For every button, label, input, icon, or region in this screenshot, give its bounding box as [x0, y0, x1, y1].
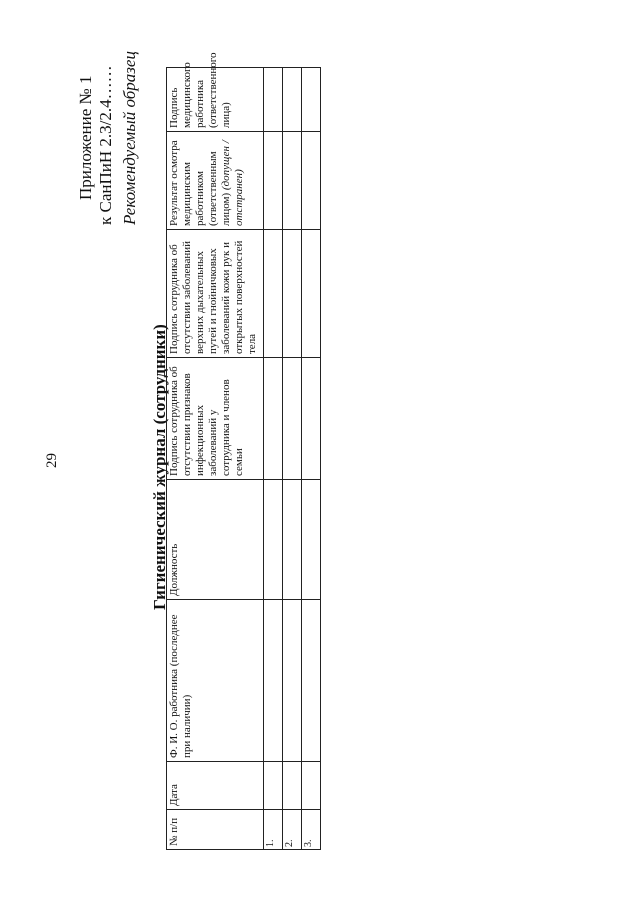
sign-no-infection-cell[interactable]: [283, 358, 302, 480]
sign-no-disease-cell[interactable]: [283, 230, 302, 358]
page-number: 29: [44, 453, 60, 468]
position-cell[interactable]: [302, 480, 321, 600]
position-cell[interactable]: [264, 480, 283, 600]
journal-table-wrapper: [166, 52, 321, 850]
col-header-fio: Ф. И. О. работника (последнее при наличии): [167, 600, 264, 762]
date-cell[interactable]: [283, 762, 302, 810]
col-header-position: Должность: [167, 480, 264, 600]
sign-no-disease-cell[interactable]: [302, 230, 321, 358]
col-header-date: Дата: [167, 762, 264, 810]
fio-cell[interactable]: [264, 600, 283, 762]
med-sign-cell[interactable]: [283, 68, 302, 132]
sign-no-disease-cell[interactable]: [264, 230, 283, 358]
row-number: 2.: [283, 810, 302, 850]
position-cell[interactable]: [283, 480, 302, 600]
table-row: [302, 68, 321, 850]
exam-result-note: (допущен / отстранен): [220, 140, 245, 226]
journal-table: [166, 52, 321, 850]
col-header-sign-no-infection: Подпись сотрудника об отсутствии признаков инфекционных заболеваний у сотрудника и членов семьи: [167, 358, 264, 480]
exam-result-cell[interactable]: [302, 132, 321, 230]
med-sign-cell[interactable]: [302, 68, 321, 132]
fio-cell[interactable]: [302, 600, 321, 762]
exam-result-cell[interactable]: [264, 132, 283, 230]
row-number: 1.: [264, 810, 283, 850]
col-header-med-sign: Подпись медицинского работника (ответственного лица): [167, 68, 264, 132]
fio-cell[interactable]: [283, 600, 302, 762]
sign-no-infection-cell[interactable]: [302, 358, 321, 480]
col-header-sign-no-disease: Подпись сотрудника об отсутствии заболеваний верхних дыхательных путей и гнойничковых заболеваний кожи рук и открытых поверхностей тела: [167, 230, 264, 358]
sample-note: Рекомендуемый образец: [120, 51, 139, 225]
row-number: 3.: [302, 810, 321, 850]
appendix-label: Приложение № 1: [76, 75, 95, 200]
col-header-exam-result: [167, 132, 264, 230]
col-header-num: № п/п: [167, 810, 264, 850]
table-row: [283, 68, 302, 850]
med-sign-cell[interactable]: [264, 68, 283, 132]
sign-no-infection-cell[interactable]: [264, 358, 283, 480]
table-row: [264, 68, 283, 850]
journal-title: Гигиенический журнал (сотрудники): [150, 324, 169, 610]
header-row: [167, 68, 264, 850]
sanpin-reference: к СанПиН 2.3/2.4……: [96, 65, 115, 225]
date-cell[interactable]: [264, 762, 283, 810]
exam-result-cell[interactable]: [283, 132, 302, 230]
date-cell[interactable]: [302, 762, 321, 810]
exam-result-label: Результат осмотра медицинским работником (ответственным лицом): [168, 140, 232, 226]
